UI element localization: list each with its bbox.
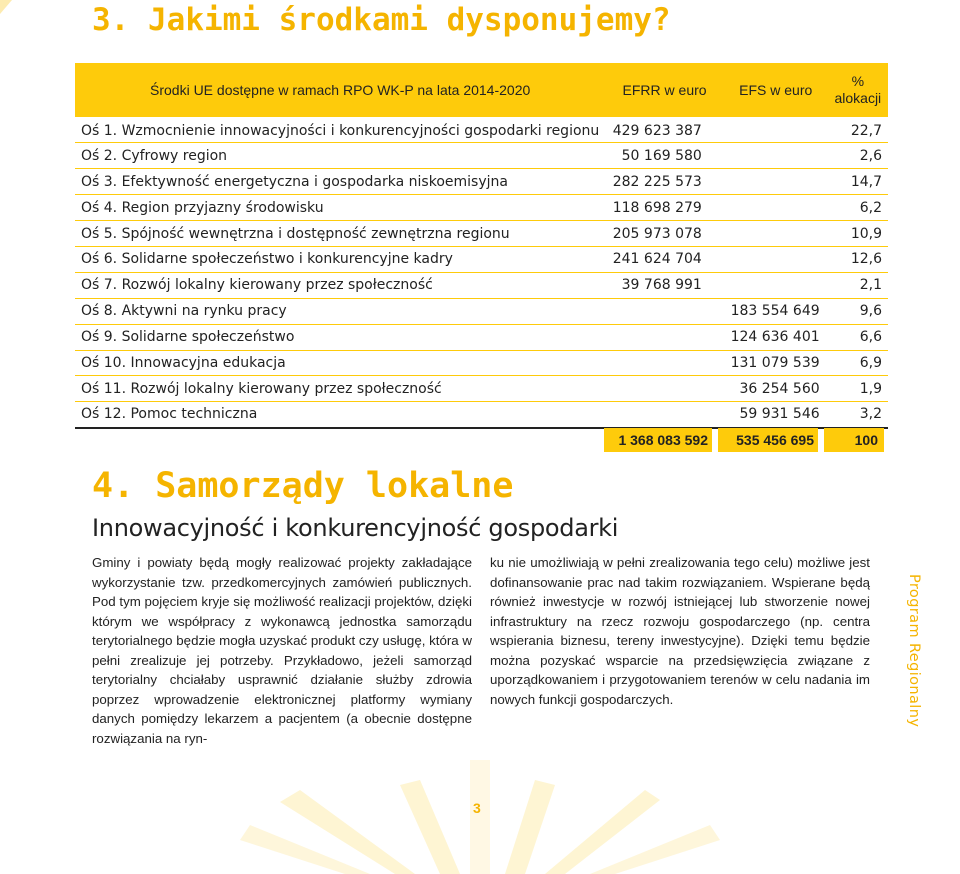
section-heading-4: 4. Samorządy lokalne — [92, 466, 514, 506]
header-fund-name: Środki UE dostępne w ramach RPO WK-P na lata 2014-2020 — [75, 63, 605, 117]
row-efs — [724, 246, 828, 272]
table-row — [75, 221, 888, 247]
section-heading-3: 3. Jakimi środkami dysponujemy? — [92, 2, 671, 38]
row-name: Oś 10. Innowacyjna edukacja — [75, 350, 605, 376]
side-label-text: Program Regionalny — [906, 574, 922, 728]
row-efs — [724, 169, 828, 195]
table-row — [75, 272, 888, 298]
row-name: Oś 6. Solidarne społeczeństwo i konkurencyjne kadry — [75, 246, 605, 272]
row-efs — [724, 272, 828, 298]
row-percent: 2,6 — [828, 143, 888, 169]
row-name: Oś 12. Pomoc techniczna — [75, 402, 605, 428]
row-efrr: 39 768 991 — [605, 272, 724, 298]
row-efrr — [605, 376, 724, 402]
row-percent: 10,9 — [828, 221, 888, 247]
row-percent: 6,9 — [828, 350, 888, 376]
header-efs: EFS w euro — [724, 63, 828, 117]
row-name: Oś 8. Aktywni na rynku pracy — [75, 298, 605, 324]
total-efrr: 1 368 083 592 — [604, 428, 712, 452]
row-efrr: 241 624 704 — [605, 246, 724, 272]
row-name: Oś 3. Efektywność energetyczna i gospodarka niskoemisyjna — [75, 169, 605, 195]
table-row — [75, 117, 888, 143]
row-efrr — [605, 350, 724, 376]
page-number: 3 — [473, 800, 481, 816]
row-name: Oś 11. Rozwój lokalny kierowany przez społeczność — [75, 376, 605, 402]
row-percent: 14,7 — [828, 169, 888, 195]
body-text-left: Gminy i powiaty będą mogły realizować projekty zakładające wykorzystanie tzw. przedkomercyjnych zamówień publicznych. Pod tym pojęciem kryje się możliwość realizacji projektów, dzięki którym we współpracy z wykonawcą jednostka samorządu terytorialnego będzie mogła uzyskać produkt czy usługę, która w pełni zrealizuje jej potrzeby. Przykładowo, jeżeli samorząd terytorialny chciałaby usprawnić działanie służby zdrowia poprzez wprowadzenie elektronicznej platformy wymiany danych pomiędzy lekarzem a pacjentem (a obecnie dostępne rozwiązania na ryn- — [92, 555, 472, 746]
row-efrr: 118 698 279 — [605, 195, 724, 221]
row-efs: 59 931 546 — [724, 402, 828, 428]
row-efrr — [605, 324, 724, 350]
table-row — [75, 246, 888, 272]
row-percent: 6,2 — [828, 195, 888, 221]
row-efs — [724, 195, 828, 221]
row-efrr — [605, 402, 724, 428]
row-percent: 12,6 — [828, 246, 888, 272]
row-percent: 2,1 — [828, 272, 888, 298]
row-efrr: 50 169 580 — [605, 143, 724, 169]
row-efs — [724, 117, 828, 143]
side-label — [902, 574, 928, 728]
table-row — [75, 143, 888, 169]
total-efs: 535 456 695 — [718, 428, 818, 452]
row-name: Oś 7. Rozwój lokalny kierowany przez społeczność — [75, 272, 605, 298]
table-row — [75, 195, 888, 221]
header-percent-symbol: % — [851, 73, 865, 89]
row-percent: 1,9 — [828, 376, 888, 402]
table-row — [75, 376, 888, 402]
row-efs: 131 079 539 — [724, 350, 828, 376]
total-percent: 100 — [824, 428, 884, 452]
funds-table — [75, 63, 888, 429]
header-percent — [828, 63, 888, 117]
row-percent: 9,6 — [828, 298, 888, 324]
row-efrr — [605, 298, 724, 324]
row-efrr: 282 225 573 — [605, 169, 724, 195]
row-efrr: 429 623 387 — [605, 117, 724, 143]
table-row — [75, 298, 888, 324]
row-efs: 36 254 560 — [724, 376, 828, 402]
row-name: Oś 5. Spójność wewnętrzna i dostępność zewnętrzna regionu — [75, 221, 605, 247]
table-row — [75, 402, 888, 428]
row-percent: 6,6 — [828, 324, 888, 350]
subsection-heading: Innowacyjność i konkurencyjność gospodarki — [92, 514, 619, 542]
table-row — [75, 324, 888, 350]
header-percent-label: alokacji — [834, 90, 882, 106]
row-efs — [724, 143, 828, 169]
row-efs: 124 636 401 — [724, 324, 828, 350]
body-text-right: ku nie umożliwiają w pełni zrealizowania tego celu) możliwe jest dofinansowanie prac nad takim rozwiązaniem. Wspierane będą również inwestycje w rozwój istniejącej lub stworzenie nowej infrastruktury na rzecz rozwoju gospodarczego (np. centra wspierania biznesu, tereny inwestycyjne). Dzięki temu będzie można pozyskać wsparcie na przedsięwzięcia związane z uporządkowaniem i przygotowaniem terenów w celu nadania im nowych funkcji gospodarczych. — [490, 555, 870, 707]
header-efrr: EFRR w euro — [605, 63, 724, 117]
row-efs: 183 554 649 — [724, 298, 828, 324]
row-percent: 3,2 — [828, 402, 888, 428]
row-name: Oś 1. Wzmocnienie innowacyjności i konkurencyjności gospodarki regionu — [75, 117, 605, 143]
row-efrr: 205 973 078 — [605, 221, 724, 247]
row-name: Oś 2. Cyfrowy region — [75, 143, 605, 169]
row-efs — [724, 221, 828, 247]
row-name: Oś 4. Region przyjazny środowisku — [75, 195, 605, 221]
table-row — [75, 169, 888, 195]
row-percent: 22,7 — [828, 117, 888, 143]
row-name: Oś 9. Solidarne społeczeństwo — [75, 324, 605, 350]
table-row — [75, 350, 888, 376]
table-header-row — [75, 63, 888, 117]
